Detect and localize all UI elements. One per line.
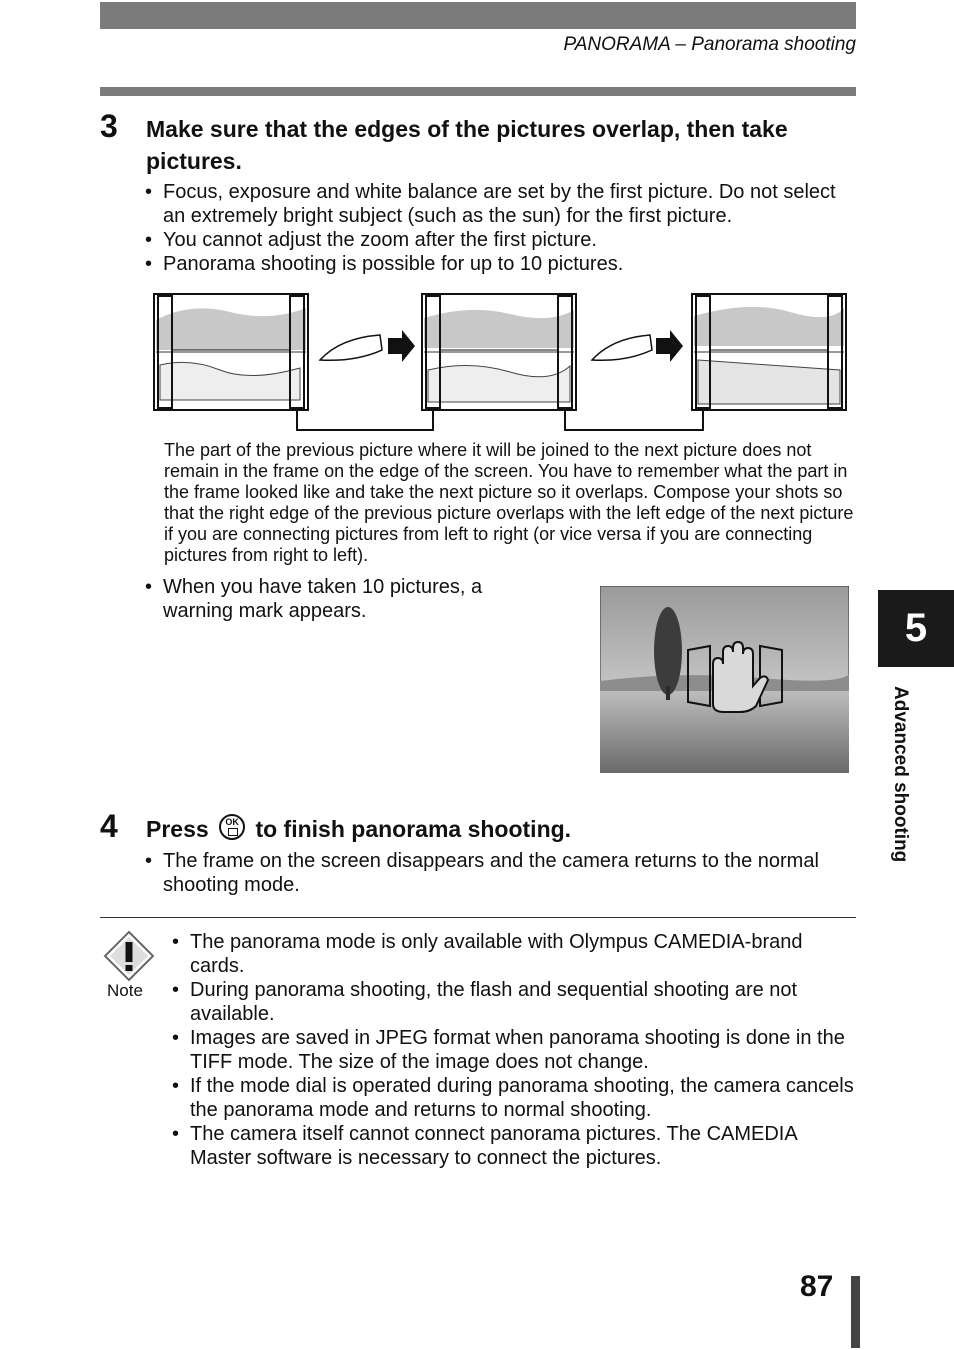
panorama-frame-3 xyxy=(692,294,846,410)
step-4-bullets xyxy=(145,849,857,897)
page-number-bar xyxy=(851,1276,860,1348)
note-label: Note xyxy=(107,981,143,1000)
step-3-bullet-2: • You cannot adjust the zoom after the first picture. xyxy=(145,228,857,252)
panorama-sequence-illustration xyxy=(150,290,850,435)
step-4-heading-press: Press xyxy=(146,816,209,842)
note-bullet-5: • The camera itself cannot connect panorama pictures. The CAMEDIA Master software is necessary to connect the pictures. xyxy=(172,1122,858,1170)
ok-button-icon xyxy=(219,814,245,840)
ok-button-icon-label: OK xyxy=(225,817,239,827)
note-divider xyxy=(100,917,856,918)
overlap-connector-1 xyxy=(297,408,433,430)
overlap-connector-2 xyxy=(565,408,703,430)
step-4-heading-rest: to finish panorama shooting. xyxy=(255,816,572,842)
panorama-frame-1 xyxy=(154,294,308,410)
header-bar xyxy=(100,2,856,29)
step-4-heading xyxy=(146,813,856,845)
tree xyxy=(654,607,682,695)
illustration-caption: The part of the previous picture where it will be joined to the next picture does not remain in the frame on the edge of the screen. You have to remember what the part in the frame looked like and take the next picture so it overlaps. Compose your shots so that the right edge of the previous picture overlaps with the left edge of the next picture if you are connecting pictures from left to right (or vice versa if you are connecting pictures from right to left). xyxy=(164,440,854,565)
warning-bullet: • When you have taken 10 pictures, a warning mark appears. xyxy=(145,575,530,623)
step-3-heading: Make sure that the edges of the pictures overlap, then take pictures. xyxy=(146,116,788,174)
section-label: Advanced shooting xyxy=(890,686,911,863)
note-bullets xyxy=(172,930,858,1170)
warning-mark-photo xyxy=(600,586,849,773)
step-3-number: 3 xyxy=(100,108,118,144)
step-4-number: 4 xyxy=(100,808,118,844)
step-4-bullet-1: • The frame on the screen disappears and the camera returns to the normal shooting mode. xyxy=(145,849,857,897)
header-rule xyxy=(100,87,856,96)
note-bullet-2: • During panorama shooting, the flash and sequential shooting are not available. xyxy=(172,978,858,1026)
note-bullet-1: • The panorama mode is only available with Olympus CAMEDIA-brand cards. xyxy=(172,930,858,978)
chapter-tab: 5 xyxy=(878,590,954,667)
note-bullet-4: • If the mode dial is operated during panorama shooting, the camera cancels the panorama mode and returns to normal shooting. xyxy=(172,1074,858,1122)
header-title: PANORAMA – Panorama shooting xyxy=(563,34,856,55)
panorama-frame-2 xyxy=(422,294,576,410)
note-bullet-3: • Images are saved in JPEG format when panorama shooting is done in the TIFF mode. The size of the image does not change. xyxy=(172,1026,858,1074)
step-3-bullets xyxy=(145,180,857,276)
pan-arrow-1 xyxy=(320,330,415,362)
page-number: 87 xyxy=(800,1270,834,1303)
step-3-bullet-3: • Panorama shooting is possible for up to 10 pictures. xyxy=(145,252,857,276)
pan-arrow-2 xyxy=(592,330,683,362)
note-warning-icon xyxy=(103,930,155,982)
warning-bullets xyxy=(145,575,530,623)
step-3-bullet-1: • Focus, exposure and white balance are set by the first picture. Do not select an extremely bright subject (such as the sun) for the first picture. xyxy=(145,180,857,228)
